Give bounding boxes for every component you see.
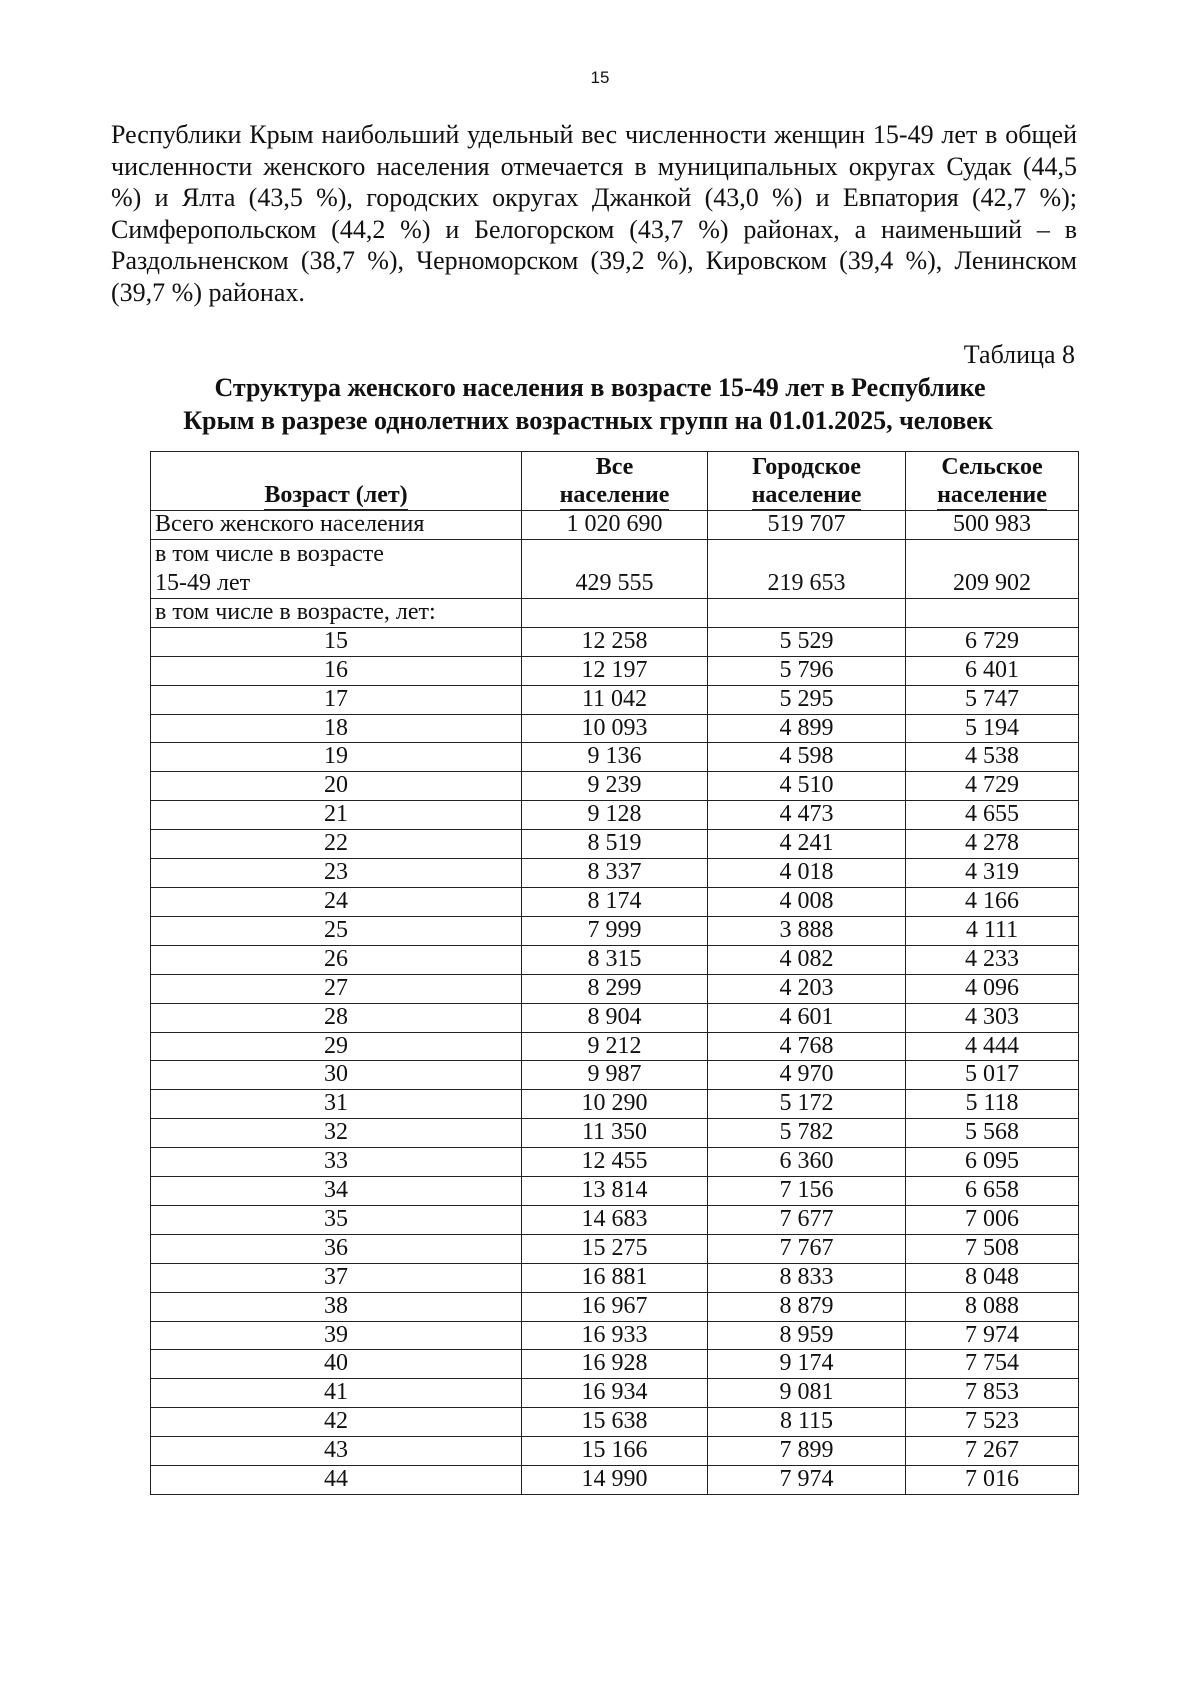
table-row [151,1263,1079,1292]
all-cell: 15 638 [522,1408,708,1437]
urban-cell: 7 677 [708,1205,906,1234]
table-row [151,1061,1079,1090]
age-cell: 37 [151,1263,522,1292]
subtotal-row [151,539,1079,598]
breakdown-empty-cell [906,598,1079,627]
age-cell: 34 [151,1177,522,1206]
age-cell: 23 [151,859,522,888]
urban-cell: 4 970 [708,1061,906,1090]
table-header-row [151,452,1079,511]
rural-cell: 5 118 [906,1090,1079,1119]
header-age [151,452,522,511]
all-cell: 8 519 [522,830,708,859]
age-cell: 16 [151,656,522,685]
age-cell: 39 [151,1321,522,1350]
rural-cell: 6 658 [906,1177,1079,1206]
header-rural-line-2: население [937,482,1047,508]
all-cell: 9 987 [522,1061,708,1090]
urban-cell: 8 879 [708,1292,906,1321]
table-row [151,714,1079,743]
rural-cell: 5 568 [906,1119,1079,1148]
age-cell: 41 [151,1379,522,1408]
breakdown-empty-cell [522,598,708,627]
all-cell: 14 683 [522,1205,708,1234]
all-cell: 11 042 [522,685,708,714]
all-cell: 8 315 [522,945,708,974]
rural-cell: 6 401 [906,656,1079,685]
urban-cell: 4 082 [708,945,906,974]
table-row [151,830,1079,859]
all-cell: 16 933 [522,1321,708,1350]
urban-cell: 5 529 [708,627,906,656]
all-cell: 9 239 [522,772,708,801]
table-row [151,1003,1079,1032]
header-urban-line-1: Городское [752,454,861,480]
age-cell: 18 [151,714,522,743]
table-title-line-1: Структура женского населения в возрасте 15-49 лет в Республике [214,373,986,402]
age-cell: 38 [151,1292,522,1321]
age-cell: 29 [151,1032,522,1061]
header-age-label: Возраст (лет) [264,482,408,508]
rural-cell: 7 853 [906,1379,1079,1408]
urban-cell: 8 959 [708,1321,906,1350]
table-row [151,1292,1079,1321]
age-cell: 27 [151,974,522,1003]
table-caption: Таблица 8 [963,340,1075,369]
population-table [150,451,1079,1495]
header-all [522,452,708,511]
table-row [151,887,1079,916]
rural-cell: 4 111 [906,916,1079,945]
urban-cell: 7 767 [708,1234,906,1263]
urban-cell: 4 768 [708,1032,906,1061]
table-row [151,1350,1079,1379]
all-cell: 15 166 [522,1437,708,1466]
header-all-line-2: население [559,482,670,508]
age-cell: 22 [151,830,522,859]
rural-cell: 7 523 [906,1408,1079,1437]
table-row [151,1090,1079,1119]
urban-cell: 6 360 [708,1148,906,1177]
urban-cell: 4 241 [708,830,906,859]
subtotal-all: 429 555 [522,539,708,598]
total-label: Всего женского населения [151,511,522,540]
urban-cell: 5 796 [708,656,906,685]
breakdown-label: в том числе в возрасте, лет: [151,598,522,627]
subtotal-urban: 219 653 [708,539,906,598]
rural-cell: 7 974 [906,1321,1079,1350]
urban-cell: 7 156 [708,1177,906,1206]
intro-paragraph: Республики Крым наибольший удельный вес численности женщин 15-49 лет в общей численности женского населения отмечается в муниципальных округах Судак (44,5 %) и Ялта (43,5 %), городских округах Джанкой (43,0 %) и Евпатория (42,7 %); Симферопольском (44,2 %) и Белогорском (43,7 %) районах, а наименьший – в Раздольненском (38,7 %), Черноморском (39,2 %), Кировском (39,4 %), Ленинском (39,7 %) районах. [111,120,1077,307]
header-rural-line-1: Сельское [941,454,1043,480]
all-cell: 12 258 [522,627,708,656]
rural-cell: 6 729 [906,627,1079,656]
rural-cell: 8 088 [906,1292,1079,1321]
rural-cell: 4 729 [906,772,1079,801]
table-row [151,772,1079,801]
total-row [151,511,1079,540]
age-cell: 31 [151,1090,522,1119]
age-cell: 28 [151,1003,522,1032]
age-cell: 35 [151,1205,522,1234]
total-urban: 519 707 [708,511,906,540]
rural-cell: 5 017 [906,1061,1079,1090]
urban-cell: 9 174 [708,1350,906,1379]
all-cell: 9 212 [522,1032,708,1061]
all-cell: 16 934 [522,1379,708,1408]
table-row [151,1379,1079,1408]
breakdown-empty-cell [708,598,906,627]
rural-cell: 8 048 [906,1263,1079,1292]
rural-cell: 4 166 [906,887,1079,916]
table-row [151,743,1079,772]
urban-cell: 3 888 [708,916,906,945]
age-cell: 33 [151,1148,522,1177]
table-row [151,859,1079,888]
rural-cell: 7 754 [906,1350,1079,1379]
all-cell: 9 128 [522,801,708,830]
rural-cell: 7 006 [906,1205,1079,1234]
table-row [151,656,1079,685]
rural-cell: 4 444 [906,1032,1079,1061]
table-row [151,1408,1079,1437]
age-cell: 24 [151,887,522,916]
subtotal-rural: 209 902 [906,539,1079,598]
all-cell: 8 299 [522,974,708,1003]
urban-cell: 5 172 [708,1090,906,1119]
table-row [151,1437,1079,1466]
urban-cell: 7 899 [708,1437,906,1466]
rural-cell: 6 095 [906,1148,1079,1177]
all-cell: 16 928 [522,1350,708,1379]
urban-cell: 4 598 [708,743,906,772]
table-row [151,1321,1079,1350]
all-cell: 8 174 [522,887,708,916]
subtotal-label-line-1: в том числе в возрасте [155,540,384,567]
urban-cell: 4 008 [708,887,906,916]
header-all-line-1: Все [595,454,634,480]
age-cell: 44 [151,1466,522,1495]
age-cell: 20 [151,772,522,801]
age-cell: 25 [151,916,522,945]
header-rural [906,452,1079,511]
table-row [151,1466,1079,1495]
urban-cell: 7 974 [708,1466,906,1495]
table-row [151,1177,1079,1206]
age-cell: 40 [151,1350,522,1379]
table-row [151,685,1079,714]
table-title [100,371,1100,437]
all-cell: 11 350 [522,1119,708,1148]
age-cell: 36 [151,1234,522,1263]
all-cell: 10 093 [522,714,708,743]
all-cell: 9 136 [522,743,708,772]
breakdown-label-row [151,598,1079,627]
urban-cell: 4 510 [708,772,906,801]
urban-cell: 4 018 [708,859,906,888]
urban-cell: 4 899 [708,714,906,743]
table-title-line-2: Крым в разрезе однолетних возрастных групп на 01.01.2025, человек [183,406,993,435]
rural-cell: 4 303 [906,1003,1079,1032]
urban-cell: 8 115 [708,1408,906,1437]
header-urban-line-2: население [751,482,862,508]
age-cell: 17 [151,685,522,714]
all-cell: 16 967 [522,1292,708,1321]
urban-cell: 4 203 [708,974,906,1003]
table-row [151,627,1079,656]
urban-cell: 4 601 [708,1003,906,1032]
rural-cell: 4 319 [906,859,1079,888]
total-rural: 500 983 [906,511,1079,540]
table-row [151,1205,1079,1234]
table-row [151,916,1079,945]
rural-cell: 4 538 [906,743,1079,772]
table-row [151,945,1079,974]
all-cell: 10 290 [522,1090,708,1119]
page-number: 15 [590,68,610,87]
rural-cell: 4 233 [906,945,1079,974]
urban-cell: 5 782 [708,1119,906,1148]
urban-cell: 8 833 [708,1263,906,1292]
urban-cell: 5 295 [708,685,906,714]
rural-cell: 4 278 [906,830,1079,859]
rural-cell: 7 267 [906,1437,1079,1466]
table-row [151,1234,1079,1263]
rural-cell: 4 096 [906,974,1079,1003]
all-cell: 8 904 [522,1003,708,1032]
rural-cell: 7 016 [906,1466,1079,1495]
total-all: 1 020 690 [522,511,708,540]
rural-cell: 5 194 [906,714,1079,743]
age-cell: 21 [151,801,522,830]
age-cell: 15 [151,627,522,656]
subtotal-label [151,539,522,598]
rural-cell: 5 747 [906,685,1079,714]
table-row [151,1119,1079,1148]
all-cell: 16 881 [522,1263,708,1292]
urban-cell: 9 081 [708,1379,906,1408]
age-cell: 42 [151,1408,522,1437]
all-cell: 13 814 [522,1177,708,1206]
age-cell: 30 [151,1061,522,1090]
table-row [151,1032,1079,1061]
all-cell: 15 275 [522,1234,708,1263]
rural-cell: 7 508 [906,1234,1079,1263]
age-cell: 26 [151,945,522,974]
table-row [151,974,1079,1003]
all-cell: 7 999 [522,916,708,945]
all-cell: 12 455 [522,1148,708,1177]
all-cell: 14 990 [522,1466,708,1495]
age-cell: 19 [151,743,522,772]
table-row [151,1148,1079,1177]
all-cell: 8 337 [522,859,708,888]
age-cell: 32 [151,1119,522,1148]
table-row [151,801,1079,830]
rural-cell: 4 655 [906,801,1079,830]
subtotal-label-line-2: 15-49 лет [155,569,251,596]
all-cell: 12 197 [522,656,708,685]
age-cell: 43 [151,1437,522,1466]
header-urban [708,452,906,511]
urban-cell: 4 473 [708,801,906,830]
